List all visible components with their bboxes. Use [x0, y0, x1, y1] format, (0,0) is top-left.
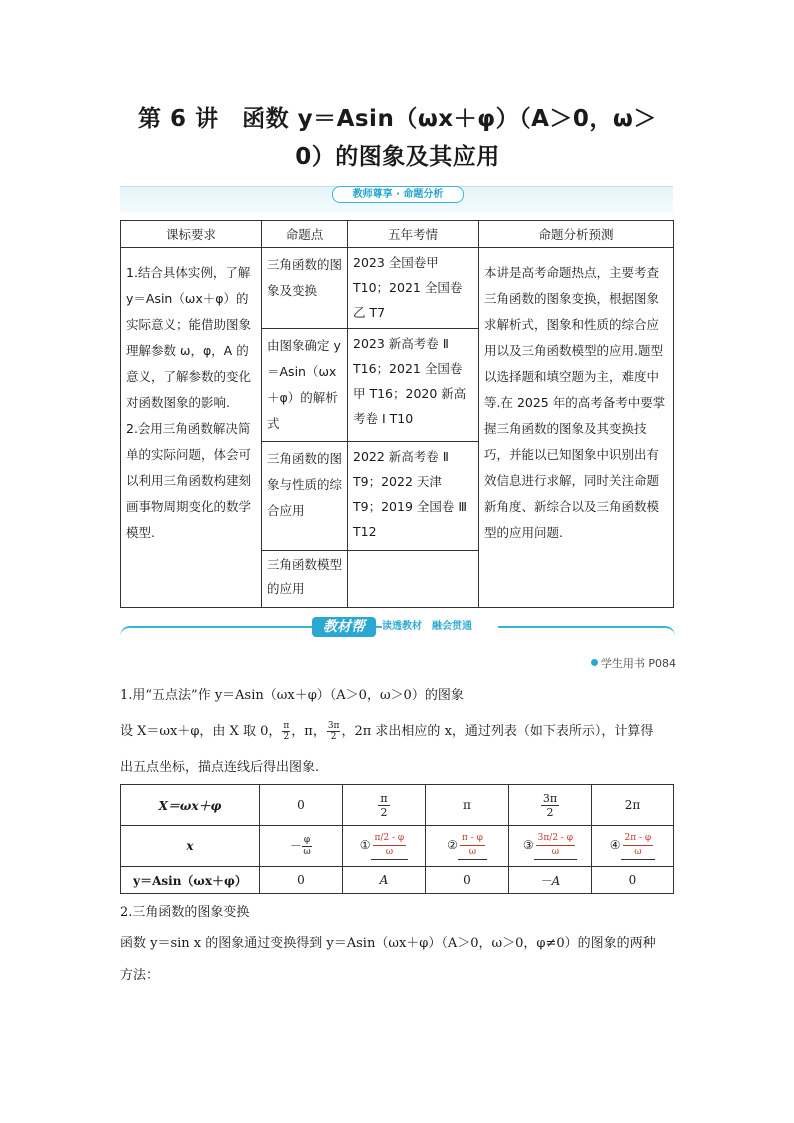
frac-denominator: ω — [385, 847, 394, 857]
exam-analysis-table — [120, 220, 674, 608]
header-points: 命题点 — [262, 221, 348, 248]
point-text-1: 三角函数的图象及变换 — [267, 257, 343, 298]
fraction-3pi-over-2 — [327, 721, 341, 742]
header-analysis: 命题分析预测 — [479, 221, 674, 248]
table-row — [121, 826, 674, 867]
X-val-3pi-2 — [509, 785, 592, 826]
textbook-banner-tag: 教材帮 — [312, 617, 376, 637]
y-val-1: 0 — [260, 867, 343, 894]
fraction — [541, 792, 559, 819]
section2-text-line2: 方法： — [120, 968, 160, 983]
exam-cell-3 — [348, 442, 479, 551]
exam-text-4 — [348, 551, 478, 555]
exam-text-2: 2023 新高考卷 Ⅱ T16；2021 全国卷甲 T16；2020 新高考卷 Ⅰ T10 — [353, 336, 467, 426]
frac-numerator: 3π/2 - φ — [536, 832, 575, 846]
frac-denominator: 2 — [330, 732, 337, 742]
blank-3 — [509, 826, 592, 867]
title-line-1: 第 6 讲 函数 y＝Asin（ωx＋φ）（A＞0，ω＞ — [138, 106, 657, 132]
header-exams: 五年考情 — [348, 221, 479, 248]
blank-number: ③ — [522, 838, 534, 852]
page-title — [120, 100, 675, 176]
frac-numerator: 3π — [542, 791, 558, 805]
frac-numerator: 3π — [327, 721, 340, 731]
frac-denominator: ω — [551, 847, 560, 857]
blank-number: ② — [447, 838, 458, 852]
intro-text-c: ，2π 求出相应的 x，通过列表（如下表所示），计算得 — [341, 724, 654, 739]
blank-number: ④ — [609, 838, 621, 852]
frac-numerator: 2π - φ — [623, 832, 654, 846]
row-label-x: x — [121, 826, 260, 867]
exam-cell-2 — [348, 329, 479, 442]
ref-text: 学生用书 P084 — [600, 657, 676, 670]
textbook-banner-subtitle: 读透教材 融会贯通 — [382, 617, 498, 637]
y-val-5: 0 — [592, 867, 674, 894]
student-book-ref — [560, 655, 676, 671]
answer-fraction — [536, 832, 575, 859]
frac-denominator: ω — [634, 847, 642, 857]
answer-fraction — [623, 832, 654, 859]
answer-fraction — [373, 832, 407, 859]
fraction — [378, 792, 389, 819]
x-val-0: － $\frac{\varphi}{\omega}$ — [260, 826, 343, 867]
title-line-2: 0）的图象及其应用 — [295, 144, 500, 170]
row-label-y: y＝Asin（ωx＋φ） — [121, 867, 260, 894]
frac-numerator: π — [380, 791, 388, 805]
frac-numerator: π/2 - φ — [373, 832, 407, 846]
table-row — [121, 867, 674, 894]
answer-blank — [371, 832, 409, 860]
blank-1 — [343, 826, 426, 867]
answer-blank — [534, 832, 577, 860]
point-text-3: 三角函数的图象与性质的综合应用 — [267, 451, 343, 518]
bullet-icon — [591, 659, 598, 666]
point-text-2: 由图象确定 y＝Asin（ωx＋φ）的解析式 — [267, 338, 341, 431]
X-val-2pi: 2π — [592, 785, 674, 826]
frac-numerator: φ — [303, 834, 311, 845]
exam-cell-1 — [348, 248, 479, 329]
frac-numerator: π — [283, 721, 290, 731]
requirement-text: 1.结合具体实例，了解 y＝Asin（ωx＋φ）的实际意义；能借助图象理解参数 ω，φ，A 的意义，了解参数的变化对函数图象的影响. 2.会用三角函数解决简单的实际问题，体会可以利用三角函数构建刻画事物周期变化的数学模型. — [126, 265, 252, 540]
exam-text-3: 2022 新高考卷 Ⅱ T9；2022 天津 T9；2019 全国卷 Ⅲ T12 — [353, 449, 467, 539]
blank-4 — [592, 826, 674, 867]
point-cell-3 — [262, 442, 348, 551]
point-cell-2 — [262, 329, 348, 442]
fraction-pi-over-2 — [282, 721, 290, 742]
answer-blank — [621, 832, 656, 860]
requirement-cell — [121, 248, 262, 608]
frac-denominator: 2 — [380, 805, 388, 819]
y-val-2: A — [343, 867, 426, 894]
exam-text-1: 2023 全国卷甲 T10；2021 全国卷乙 T7 — [353, 255, 463, 320]
point-text-4: 三角函数模型的应用 — [267, 557, 343, 596]
intro-text-a: 设 X＝ωx＋φ，由 X 取 0， — [120, 724, 282, 739]
frac-numerator: π - φ — [460, 832, 485, 846]
answer-blank — [458, 832, 487, 860]
table-row — [121, 785, 674, 826]
y-val-4: －A — [509, 867, 592, 894]
X-val-pi: π — [426, 785, 509, 826]
X-val-pi-2 — [343, 785, 426, 826]
answer-fraction — [460, 832, 485, 859]
section1-intro-line2: 出五点坐标，描点连线后得出图象. — [120, 760, 320, 775]
teacher-banner-label: 教师尊享 · 命题分析 — [332, 186, 464, 203]
section2-heading: 2.三角函数的图象变换 — [120, 905, 250, 920]
frac-denominator: ω — [303, 846, 311, 857]
blank-2 — [426, 826, 509, 867]
section1-heading: 1.用“五点法”作 y＝Asin（ωx＋φ）（A＞0，ω＞0）的图象 — [120, 688, 464, 703]
table-row — [121, 248, 674, 329]
frac-denominator: ω — [468, 847, 477, 857]
y-val-3: 0 — [426, 867, 509, 894]
table-header-row — [121, 221, 674, 248]
section2-text-line1: 函数 y＝sin x 的图象通过变换得到 y＝Asin（ωx＋φ）（A＞0，ω＞0，φ≠0）的图象的两种 — [120, 936, 656, 951]
point-cell-4 — [262, 551, 348, 608]
intro-text-b: ，π， — [291, 724, 326, 739]
X-val-0: 0 — [260, 785, 343, 826]
row-label-X: X＝ωx＋φ — [121, 785, 260, 826]
frac-denominator: 2 — [546, 805, 554, 819]
blank-number: ① — [359, 838, 371, 852]
section1-intro — [120, 721, 675, 742]
analysis-cell — [479, 248, 674, 608]
frac-denominator: 2 — [283, 732, 290, 742]
exam-cell-4 — [348, 551, 479, 608]
point-cell-1 — [262, 248, 348, 329]
header-requirement: 课标要求 — [121, 221, 262, 248]
analysis-text: 本讲是高考命题热点，主要考查三角函数的图象变换，根据图象求解析式，图象和性质的综合应用以及三角函数模型的应用.题型以选择题和填空题为主，难度中等.在 2025 年的高考备考中要掌握三角函数的图象及其变换技巧，并能以已知图象中识别出有效信息进行求解，同时关注命题新角度、新综合以及三角函数模型的应用问题. — [484, 265, 666, 540]
fraction — [302, 835, 312, 858]
five-point-table — [120, 784, 674, 894]
